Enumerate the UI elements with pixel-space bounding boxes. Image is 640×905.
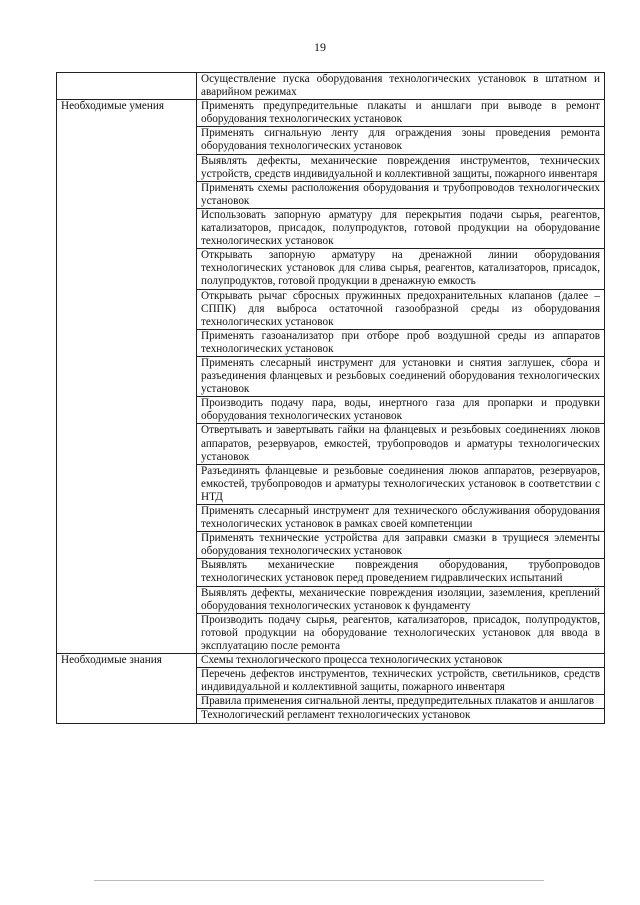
- requirement-item: Применять слесарный инструмент для установки и снятия заглушек, сбора и разъединения фланцевых и резьбовых соединений оборудования технологических установок: [197, 356, 605, 396]
- requirement-item: Производить подачу пара, воды, инертного газа для пропарки и продувки оборудования технологических установок: [197, 397, 605, 424]
- requirement-item: Производить подачу сырья, реагентов, катализаторов, присадок, полупродуктов, готовой продукции на оборудование технологических установок для ввода в эксплуатацию после ремонта: [197, 613, 605, 653]
- requirement-item: Открывать запорную арматуру на дренажной линии оборудования технологических установок для слива сырья, реагентов, катализаторов, присадок, полупродуктов, готовой продукции в дренажную емкость: [197, 249, 605, 289]
- requirement-item: Применять схемы расположения оборудования и трубопроводов технологических установок: [197, 181, 605, 208]
- requirement-item: Использовать запорную арматуру для перекрытия подачи сырья, реагентов, катализаторов, присадок, полупродуктов, готовой продукции на оборудование технологических установок: [197, 208, 605, 248]
- requirement-item: Открывать рычаг сбросных пружинных предохранительных клапанов (далее – СППК) для выброса остаточной газообразной среды из оборудования технологических установок: [197, 289, 605, 329]
- table-row: [57, 73, 605, 100]
- requirement-item: Выявлять механические повреждения оборудования, трубопроводов технологических установок перед проведением гидравлических испытаний: [197, 559, 605, 586]
- competency-table-body: [57, 73, 605, 724]
- category-label: Необходимые знания: [57, 654, 197, 723]
- requirement-item: Применять газоанализатор при отборе проб воздушной среды из аппаратов технологических установок: [197, 329, 605, 356]
- table-row: [57, 100, 605, 127]
- requirement-item: Технологический регламент технологических установок: [197, 709, 605, 723]
- requirement-item: Применять сигнальную ленту для ограждения зоны проведения ремонта оборудования технологических установок: [197, 127, 605, 154]
- requirement-item: Перечень дефектов инструментов, технических устройств, светильников, средств индивидуальной и коллективной защиты, пожарного инвентаря: [197, 668, 605, 695]
- requirement-item: Отвертывать и завертывать гайки на фланцевых и резьбовых соединениях люков аппаратов, резервуаров, емкостей, трубопроводов и арматуры технологических установок: [197, 424, 605, 464]
- requirement-item: Применять предупредительные плакаты и аншлаги при выводе в ремонт оборудования технологических установок: [197, 100, 605, 127]
- requirement-item: Выявлять дефекты, механические повреждения инструментов, технических устройств, средств индивидуальной и коллективной защиты, пожарного инвентаря: [197, 154, 605, 181]
- page-number: 19: [314, 40, 326, 54]
- requirement-item: Осуществление пуска оборудования технологических установок в штатном и аварийном режимах: [197, 73, 605, 100]
- competency-table: [56, 72, 605, 724]
- requirement-item: Выявлять дефекты, механические повреждения изоляции, заземления, креплений оборудования технологических установок к фундаменту: [197, 586, 605, 613]
- requirement-item: Разъединять фланцевые и резьбовые соединения люков аппаратов, резервуаров, емкостей, трубопроводов и арматуры технологических установок в соответствии с НТД: [197, 464, 605, 504]
- category-label: Необходимые умения: [57, 100, 197, 654]
- table-row: [57, 654, 605, 668]
- requirement-item: Правила применения сигнальной ленты, предупредительных плакатов и аншлагов: [197, 695, 605, 709]
- footer-divider: [94, 880, 544, 881]
- requirement-item: Применять слесарный инструмент для технического обслуживания оборудования технологических установок в рамках своей компетенции: [197, 505, 605, 532]
- requirement-item: Схемы технологического процесса технологических установок: [197, 654, 605, 668]
- requirement-item: Применять технические устройства для заправки смазки в трущиеся элементы оборудования технологических установок: [197, 532, 605, 559]
- category-label: [57, 73, 197, 100]
